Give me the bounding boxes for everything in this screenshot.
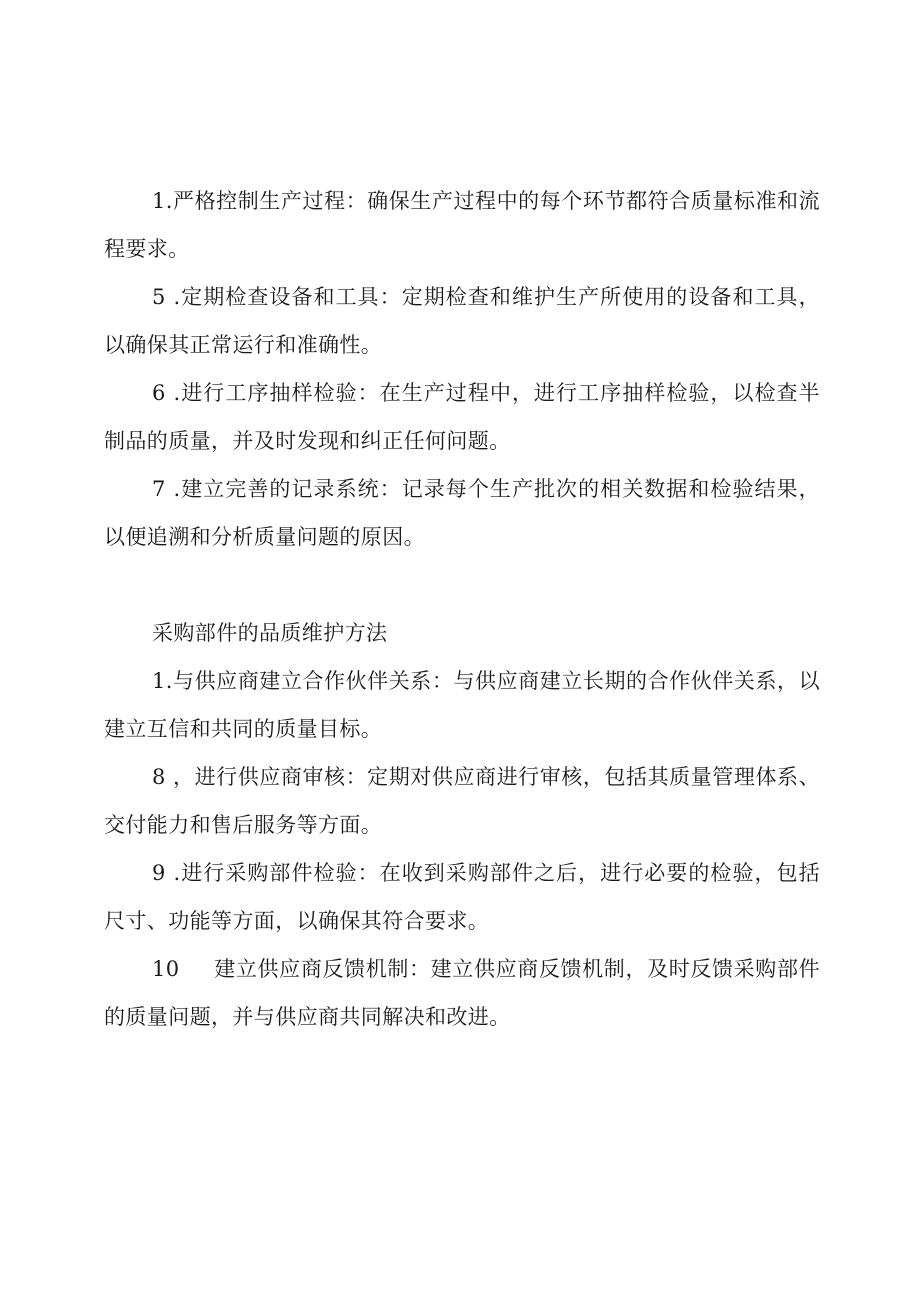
item-text: .建立完善的记录系统：记录每个生产批次的相关数据和检验结果，以便追溯和分析质量问题的原因。: [104, 477, 820, 549]
list-item: [104, 177, 820, 273]
item-number: 7: [152, 477, 166, 501]
item-text: .进行采购部件检验：在收到采购部件之后，进行必要的检验，包括尺寸、功能等方面，以确保其符合要求。: [104, 861, 820, 933]
item-number: 1.: [152, 669, 173, 693]
item-number: 1.: [152, 189, 173, 213]
item-number: 8: [152, 765, 166, 789]
section-spacer: [104, 561, 820, 609]
list-item: [104, 753, 820, 849]
item-text: ，进行供应商审核：定期对供应商进行审核，包括其质量管理体系、交付能力和售后服务等方面。: [104, 765, 820, 837]
list-item: [104, 465, 820, 561]
list-item: [104, 849, 820, 945]
item-number: 10: [152, 957, 180, 981]
item-text: 建立供应商反馈机制：建立供应商反馈机制，及时反馈采购部件的质量问题，并与供应商共同解决和改进。: [104, 957, 820, 1029]
list-item: [104, 273, 820, 369]
list-item: [104, 369, 820, 465]
item-text: .进行工序抽样检验：在生产过程中，进行工序抽样检验，以检查半制品的质量，并及时发现和纠正任何问题。: [104, 381, 820, 453]
item-number: 9: [152, 861, 166, 885]
list-item: [104, 945, 820, 1041]
item-text: 严格控制生产过程：确保生产过程中的每个环节都符合质量标准和流程要求。: [104, 189, 820, 261]
item-text: 与供应商建立合作伙伴关系：与供应商建立长期的合作伙伴关系，以建立互信和共同的质量目标。: [104, 669, 820, 741]
list-item: [104, 657, 820, 753]
document-body: [104, 177, 820, 1041]
section-heading: 采购部件的品质维护方法: [152, 621, 388, 645]
item-number: 5: [152, 285, 166, 309]
item-text: .定期检查设备和工具：定期检查和维护生产所使用的设备和工具，以确保其正常运行和准确性。: [104, 285, 820, 357]
item-number: 6: [152, 381, 166, 405]
